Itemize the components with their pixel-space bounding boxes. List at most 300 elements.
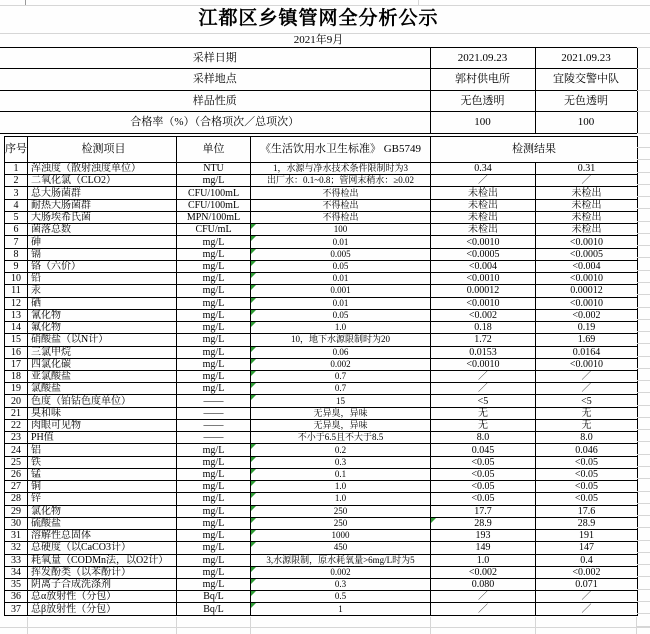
cell-item: 挥发酚类（以苯酚计） — [28, 566, 177, 578]
cell-unit: Bq/L — [177, 591, 251, 603]
gridline — [637, 429, 650, 430]
cell-standard: 3,水源限制，原水耗氧量>6mg/L时为5 — [251, 554, 431, 566]
cell-result-2: 17.6 — [536, 505, 638, 517]
cell-result-1: <0.0010 — [431, 273, 536, 285]
sampling-info-table — [0, 47, 638, 134]
cell-item: 氯酸盐 — [28, 383, 177, 395]
cell-no: 3 — [5, 187, 28, 199]
cell-unit: mg/L — [177, 309, 251, 321]
cell-result-2: ／ — [536, 370, 638, 382]
cell-result-1: <0.002 — [431, 309, 536, 321]
excel-flag-triangle-icon — [251, 273, 256, 278]
gridline — [637, 133, 650, 134]
cell-item: 总大肠菌群 — [28, 187, 177, 199]
cell-result-2: 未检出 — [536, 199, 638, 211]
cell-result-2: <0.05 — [536, 468, 638, 480]
excel-flag-triangle-icon — [251, 542, 256, 547]
cell-result-1: ／ — [431, 591, 536, 603]
info-label: 合格率（%）（合格项次／总项次） — [0, 112, 430, 134]
cell-standard: 不得检出 — [251, 187, 431, 199]
cell-standard: 出厂水：0.1~0.8；管网末稍水：≥0.02 — [251, 175, 431, 187]
cell-no: 5 — [5, 211, 28, 223]
gridline — [637, 392, 650, 393]
cell-item: 硒 — [28, 297, 177, 309]
gridline — [637, 90, 650, 91]
cell-unit: CFU/100mL — [177, 187, 251, 199]
table-row — [5, 248, 638, 260]
cell-item: 阴离子合成洗涤剂 — [28, 578, 177, 590]
cell-result-2: 无 — [536, 419, 638, 431]
cell-item: 氟化物 — [28, 322, 177, 334]
cell-item: 菌落总数 — [28, 224, 177, 236]
gridline — [637, 515, 650, 516]
cell-item: 大肠埃希氏菌 — [28, 211, 177, 223]
cell-result-1: 未检出 — [431, 211, 536, 223]
gridline — [637, 417, 650, 418]
cell-no: 18 — [5, 370, 28, 382]
cell-standard: 0.001 — [251, 285, 431, 297]
cell-standard: 250 — [251, 505, 431, 517]
gridline — [637, 613, 650, 614]
cell-unit: NTU — [177, 163, 251, 175]
excel-flag-triangle-icon — [251, 567, 256, 572]
report-period: 2021年9月 — [293, 34, 344, 46]
cell-unit: mg/L — [177, 297, 251, 309]
cell-item: 溶解性总固体 — [28, 530, 177, 542]
cell-result-2: <0.05 — [536, 493, 638, 505]
gridline — [637, 172, 650, 173]
cell-result-2: 191 — [536, 530, 638, 542]
gridline — [637, 478, 650, 479]
cell-item: 耐热大肠菌群 — [28, 199, 177, 211]
cell-no: 36 — [5, 591, 28, 603]
cell-item: 氯化物 — [28, 505, 177, 517]
excel-flag-triangle-icon — [251, 347, 256, 352]
cell-unit: mg/L — [177, 175, 251, 187]
gridline — [637, 68, 650, 69]
excel-flag-triangle-icon — [251, 285, 256, 290]
cell-standard: 0.05 — [251, 309, 431, 321]
cell-result-2: <0.002 — [536, 566, 638, 578]
gridline — [637, 331, 650, 332]
gridline — [637, 454, 650, 455]
cell-result-1: 0.34 — [431, 163, 536, 175]
cell-item: 镉 — [28, 248, 177, 260]
cell-standard: 1.0 — [251, 322, 431, 334]
header-no: 序号 — [5, 137, 28, 163]
cell-no: 8 — [5, 248, 28, 260]
info-value-2: 无色透明 — [535, 91, 637, 112]
cell-standard: 0.3 — [251, 578, 431, 590]
gridline — [637, 589, 650, 590]
gridline — [637, 368, 650, 369]
cell-result-1: 无 — [431, 419, 536, 431]
info-row-sample-nature — [0, 91, 637, 112]
cell-result-1: 无 — [431, 407, 536, 419]
excel-flag-triangle-icon — [251, 359, 256, 364]
table-row — [5, 334, 638, 346]
info-label: 样品性质 — [0, 91, 430, 112]
cell-item: 四氯化碳 — [28, 358, 177, 370]
cell-no: 17 — [5, 358, 28, 370]
cell-no: 26 — [5, 468, 28, 480]
cell-standard: 450 — [251, 542, 431, 554]
cell-item: 铁 — [28, 456, 177, 468]
cell-standard: 0.002 — [251, 566, 431, 578]
gridline — [637, 257, 650, 258]
info-value-2: 100 — [535, 112, 637, 134]
cell-result-2: <0.0010 — [536, 273, 638, 285]
cell-result-2: <0.0010 — [536, 236, 638, 248]
cell-item: 铅 — [28, 273, 177, 285]
cell-result-1: 0.045 — [431, 444, 536, 456]
cell-item: 硫酸盐 — [28, 517, 177, 529]
cell-item: 汞 — [28, 285, 177, 297]
info-value-1: 郭村供电所 — [430, 69, 535, 91]
cell-result-2: <0.002 — [536, 309, 638, 321]
cell-result-2: 无 — [536, 407, 638, 419]
cell-result-1: <0.0010 — [431, 236, 536, 248]
cell-no: 27 — [5, 481, 28, 493]
cell-standard: 0.06 — [251, 346, 431, 358]
table-row — [5, 444, 638, 456]
table-row — [5, 199, 638, 211]
cell-result-2: 0.0164 — [536, 346, 638, 358]
cell-unit: —— — [177, 395, 251, 407]
cell-result-1: <0.0005 — [431, 248, 536, 260]
gridline — [637, 208, 650, 209]
table-row — [5, 285, 638, 297]
cell-result-2: 8.0 — [536, 432, 638, 444]
cell-unit: Bq/L — [177, 603, 251, 616]
cell-standard: 0.3 — [251, 456, 431, 468]
excel-flag-triangle-icon — [251, 579, 256, 584]
cell-unit: mg/L — [177, 236, 251, 248]
table-row — [5, 224, 638, 236]
table-row — [5, 383, 638, 395]
cell-result-1: ／ — [431, 383, 536, 395]
info-label: 采样地点 — [0, 69, 430, 91]
cell-no: 33 — [5, 554, 28, 566]
cell-result-2: 0.071 — [536, 578, 638, 590]
cell-result-2: <0.004 — [536, 260, 638, 272]
cell-no: 20 — [5, 395, 28, 407]
gridline — [637, 601, 650, 602]
cell-result-2: ／ — [536, 175, 638, 187]
gridline — [637, 159, 650, 160]
cell-result-2: 147 — [536, 542, 638, 554]
gridline — [637, 270, 650, 271]
cell-standard: 无异臭，异味 — [251, 407, 431, 419]
table-row — [5, 358, 638, 370]
cell-standard: 1，水源与净水技术条件限制时为3 — [251, 163, 431, 175]
cell-standard: 0.7 — [251, 383, 431, 395]
cell-result-1: 1.72 — [431, 334, 536, 346]
excel-flag-triangle-icon — [251, 383, 256, 388]
table-row — [5, 542, 638, 554]
cell-result-1: ／ — [431, 370, 536, 382]
cell-result-2: 0.31 — [536, 163, 638, 175]
cell-result-1: 0.0153 — [431, 346, 536, 358]
table-row — [5, 211, 638, 223]
cell-item: 铬（六价） — [28, 260, 177, 272]
cell-unit: —— — [177, 407, 251, 419]
cell-no: 30 — [5, 517, 28, 529]
cell-item: 锌 — [28, 493, 177, 505]
cell-unit: mg/L — [177, 468, 251, 480]
cell-standard: 0.5 — [251, 591, 431, 603]
gridline — [637, 405, 650, 406]
table-row — [5, 554, 638, 566]
cell-result-2: 未检出 — [536, 187, 638, 199]
cell-result-2: 0.4 — [536, 554, 638, 566]
excel-flag-triangle-icon — [251, 493, 256, 498]
cell-unit: —— — [177, 419, 251, 431]
cell-no: 4 — [5, 199, 28, 211]
table-row — [5, 591, 638, 603]
cell-no: 6 — [5, 224, 28, 236]
cell-no: 31 — [5, 530, 28, 542]
header-unit: 单位 — [177, 137, 251, 163]
cell-standard: 0.05 — [251, 260, 431, 272]
cell-result-1: 28.9 — [431, 517, 536, 529]
cell-result-1: <0.0010 — [431, 297, 536, 309]
cell-standard: 15 — [251, 395, 431, 407]
cell-result-1: <0.002 — [431, 566, 536, 578]
cell-result-1: ／ — [431, 175, 536, 187]
gridline — [637, 319, 650, 320]
cell-item: 总α放射性（分包） — [28, 591, 177, 603]
cell-unit: mg/L — [177, 248, 251, 260]
cell-unit: mg/L — [177, 530, 251, 542]
cell-unit: CFU/mL — [177, 224, 251, 236]
cell-result-2: 28.9 — [536, 517, 638, 529]
cell-result-1: <0.05 — [431, 468, 536, 480]
cell-standard: 不得检出 — [251, 199, 431, 211]
gridline — [637, 307, 650, 308]
table-row — [5, 493, 638, 505]
cell-item: PH值 — [28, 432, 177, 444]
cell-result-1: <0.004 — [431, 260, 536, 272]
cell-no: 21 — [5, 407, 28, 419]
table-row — [5, 260, 638, 272]
cell-item: 总硬度（以CaCO3计） — [28, 542, 177, 554]
info-row-sample-site — [0, 69, 637, 91]
gridline — [637, 552, 650, 553]
cell-item: 总β放射性（分包） — [28, 603, 177, 616]
gridline — [637, 47, 650, 48]
cell-no: 28 — [5, 493, 28, 505]
gridline — [637, 466, 650, 467]
cell-result-1: <0.05 — [431, 493, 536, 505]
cell-item: 锰 — [28, 468, 177, 480]
cell-result-2: <0.0005 — [536, 248, 638, 260]
cell-item: 二氧化氯（CLO2） — [28, 175, 177, 187]
cell-unit: mg/L — [177, 566, 251, 578]
table-header-row — [5, 137, 638, 163]
info-row-pass-rate — [0, 112, 637, 134]
cell-unit: mg/L — [177, 346, 251, 358]
cell-item: 肉眼可见物 — [28, 419, 177, 431]
cell-standard: 0.01 — [251, 236, 431, 248]
cell-no: 15 — [5, 334, 28, 346]
info-value-2: 2021.09.23 — [535, 48, 637, 69]
cell-result-2: 1.69 — [536, 334, 638, 346]
cell-item: 浑浊度（散射浊度单位） — [28, 163, 177, 175]
cell-standard: 0.2 — [251, 444, 431, 456]
cell-standard: 10，地下水源限制时为20 — [251, 334, 431, 346]
table-row — [5, 395, 638, 407]
cell-result-1: 1.0 — [431, 554, 536, 566]
cell-item: 氰化物 — [28, 309, 177, 321]
cell-item: 耗氧量（CODMn法，以O2计） — [28, 554, 177, 566]
cell-standard: 0.7 — [251, 370, 431, 382]
table-row — [5, 346, 638, 358]
cell-result-2: ／ — [536, 603, 638, 616]
cell-result-2: 0.00012 — [536, 285, 638, 297]
cell-unit: mg/L — [177, 273, 251, 285]
cell-no: 32 — [5, 542, 28, 554]
cell-no: 16 — [5, 346, 28, 358]
cell-unit: mg/L — [177, 542, 251, 554]
gridline — [637, 491, 650, 492]
excel-flag-triangle-icon — [251, 249, 256, 254]
cell-unit: —— — [177, 432, 251, 444]
cell-result-1: 未检出 — [431, 187, 536, 199]
header-result: 检测结果 — [431, 137, 638, 163]
excel-flag-triangle-icon — [251, 444, 256, 449]
cell-no: 23 — [5, 432, 28, 444]
cell-unit: mg/L — [177, 493, 251, 505]
cell-unit: CFU/100mL — [177, 199, 251, 211]
table-row — [5, 456, 638, 468]
cell-no: 13 — [5, 309, 28, 321]
table-row — [5, 566, 638, 578]
excel-flag-triangle-icon — [251, 591, 256, 596]
excel-flag-triangle-icon — [251, 469, 256, 474]
excel-flag-triangle-icon — [251, 224, 256, 229]
cell-standard: 100 — [251, 224, 431, 236]
cell-unit: mg/L — [177, 358, 251, 370]
cell-no: 24 — [5, 444, 28, 456]
cell-unit: mg/L — [177, 370, 251, 382]
cell-standard: 不得检出 — [251, 211, 431, 223]
table-row — [5, 432, 638, 444]
cell-unit: mg/L — [177, 505, 251, 517]
table-row — [5, 163, 638, 175]
gridline — [637, 441, 650, 442]
cell-item: 亚氯酸盐 — [28, 370, 177, 382]
table-row — [5, 468, 638, 480]
cell-no: 7 — [5, 236, 28, 248]
cell-result-2: <5 — [536, 395, 638, 407]
cell-result-2: ／ — [536, 383, 638, 395]
excel-flag-triangle-icon — [251, 481, 256, 486]
results-table — [4, 136, 638, 616]
cell-result-1: 8.0 — [431, 432, 536, 444]
gridline — [637, 111, 650, 112]
table-row — [5, 578, 638, 590]
page-title: 江都区乡镇管网全分析公示 — [198, 8, 439, 29]
info-row-sample-date — [0, 48, 637, 69]
cell-result-1: 0.00012 — [431, 285, 536, 297]
cell-standard: 无异臭，异味 — [251, 419, 431, 431]
header-item: 检测项目 — [28, 137, 177, 163]
cell-standard: 1 — [251, 603, 431, 616]
table-row — [5, 407, 638, 419]
header-standard: 《生活饮用水卫生标准》 GB5749 — [251, 137, 431, 163]
cell-item: 铝 — [28, 444, 177, 456]
cell-item: 硝酸盐（以N计） — [28, 334, 177, 346]
cell-no: 22 — [5, 419, 28, 431]
cell-result-2: <0.0010 — [536, 358, 638, 370]
cell-standard: 1.0 — [251, 493, 431, 505]
table-row — [5, 481, 638, 493]
gridline — [637, 564, 650, 565]
table-row — [5, 505, 638, 517]
cell-result-2: 未检出 — [536, 224, 638, 236]
cell-result-2: <0.05 — [536, 456, 638, 468]
excel-flag-triangle-icon — [251, 310, 256, 315]
cell-result-1: 未检出 — [431, 199, 536, 211]
cell-no: 14 — [5, 322, 28, 334]
cell-unit: mg/L — [177, 334, 251, 346]
cell-result-1: 17.7 — [431, 505, 536, 517]
table-row — [5, 603, 638, 616]
excel-flag-triangle-icon — [251, 236, 256, 241]
cell-unit: mg/L — [177, 285, 251, 297]
cell-result-1: 未检出 — [431, 224, 536, 236]
cell-standard: 250 — [251, 517, 431, 529]
cell-unit: mg/L — [177, 578, 251, 590]
gridline — [637, 626, 650, 627]
table-row — [5, 419, 638, 431]
gridline — [637, 147, 650, 148]
table-row — [5, 273, 638, 285]
cell-unit: mg/L — [177, 322, 251, 334]
cell-result-2: 0.046 — [536, 444, 638, 456]
cell-item: 铜 — [28, 481, 177, 493]
cell-unit: mg/L — [177, 260, 251, 272]
cell-result-2: <0.0010 — [536, 297, 638, 309]
cell-unit: mg/L — [177, 383, 251, 395]
cell-standard: 不小于6.5且不大于8.5 — [251, 432, 431, 444]
gridline — [637, 576, 650, 577]
cell-standard: 0.005 — [251, 248, 431, 260]
cell-no: 9 — [5, 260, 28, 272]
cell-result-1: ／ — [431, 603, 536, 616]
excel-flag-triangle-icon — [431, 518, 436, 523]
gridline — [637, 221, 650, 222]
cell-result-1: <5 — [431, 395, 536, 407]
excel-flag-triangle-icon — [251, 371, 256, 376]
cell-unit: mg/L — [177, 444, 251, 456]
excel-flag-triangle-icon — [251, 603, 256, 608]
gridline — [637, 380, 650, 381]
info-value-1: 无色透明 — [430, 91, 535, 112]
cell-no: 35 — [5, 578, 28, 590]
table-row — [5, 309, 638, 321]
table-row — [5, 530, 638, 542]
excel-flag-triangle-icon — [251, 261, 256, 266]
info-value-2: 宜陵交警中队 — [535, 69, 637, 91]
gridline — [637, 196, 650, 197]
cell-result-1: <0.0010 — [431, 358, 536, 370]
cell-unit: mg/L — [177, 481, 251, 493]
cell-no: 1 — [5, 163, 28, 175]
cell-result-1: 0.18 — [431, 322, 536, 334]
table-row — [5, 322, 638, 334]
